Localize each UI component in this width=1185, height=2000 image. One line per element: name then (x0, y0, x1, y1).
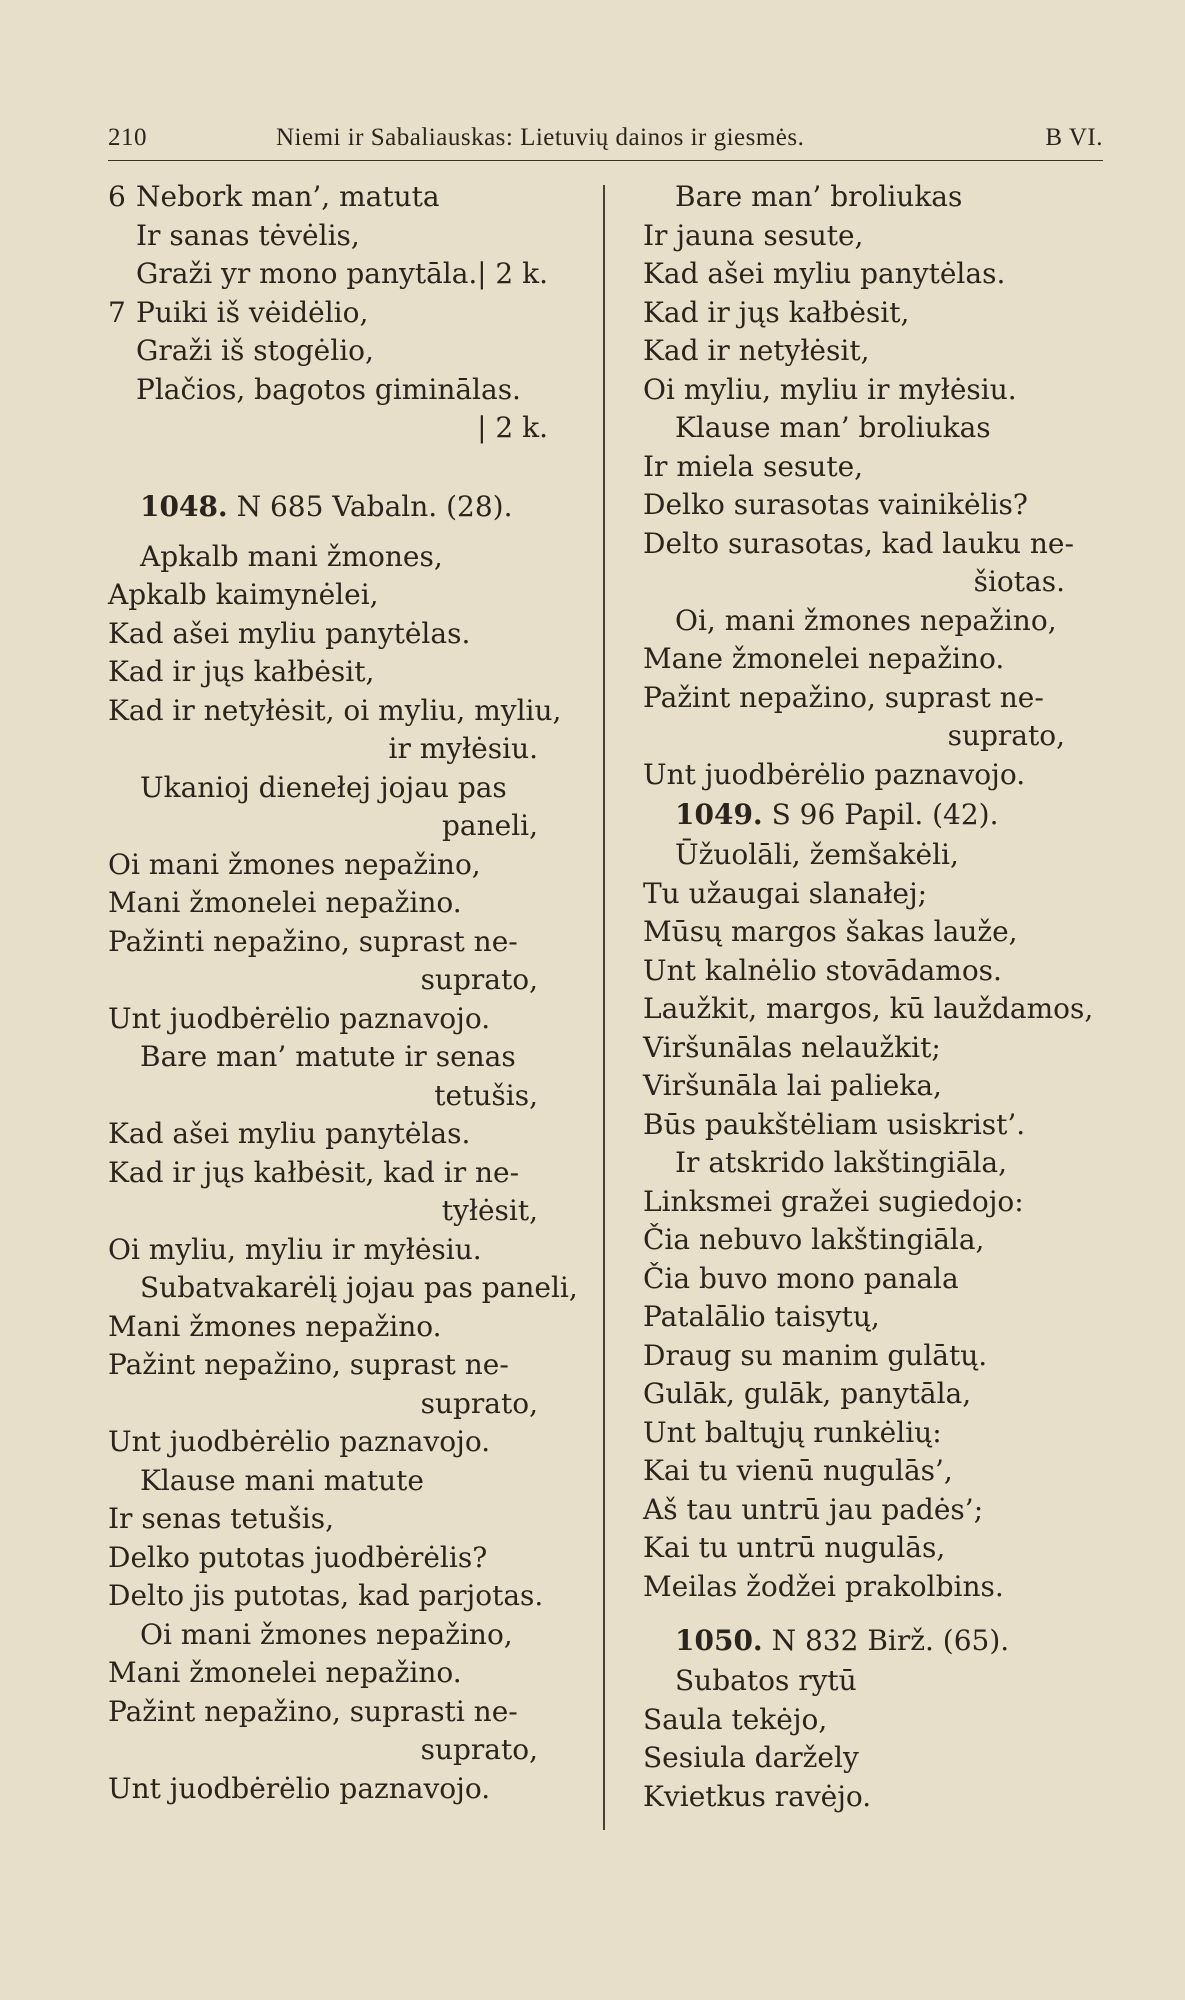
verse-line: Viršunālas nelaužkit; (643, 1030, 941, 1064)
verse-line: Oi mani žmones nepažino, (140, 1617, 513, 1651)
verse-line: paneli, (441, 809, 538, 842)
verse-line: Unt juodbėrėlio paznavojo. (108, 1771, 491, 1805)
verse-line: Ukanioj dienełej jojau pas (140, 770, 507, 804)
right-column (643, 178, 1105, 1816)
verse-line: Draug su manim gulātų. (643, 1338, 988, 1372)
verse-line: Kvietkus ravėjo. (643, 1779, 872, 1813)
verse-line: šiotas. (973, 565, 1065, 598)
column-divider (603, 185, 605, 1830)
verse-line: Ir miela sesute, (643, 449, 864, 483)
song-1050-lines (643, 1662, 1105, 1816)
verse-line: Mani žmonelei nepažino. (108, 886, 462, 919)
verse-line: Klause mani matute (140, 1463, 424, 1497)
verse-line: Subatvakarėlį jojau pas paneli, (140, 1271, 578, 1304)
song-1048-lines (108, 538, 578, 1809)
verse-line: Unt baltųjų runkėlių: (643, 1415, 942, 1449)
verse-line: Ir sanas tėvėlis, (136, 218, 360, 252)
song-source: S 96 Papil. (42). (771, 798, 999, 831)
verse-line: Kad ir netyłėsit, (643, 334, 870, 367)
verse-line: Unt juodbėrėlio paznavojo. (108, 1001, 491, 1035)
repeat-marker: | 2 k. (477, 411, 548, 444)
verse-line: Graži yr mono panytāla. | 2 k. (108, 255, 578, 294)
verse-line: Apkalb kaimynėlei, (108, 578, 379, 611)
song-heading-1049 (643, 794, 1105, 836)
verse-line: Unt juodbėrėlio paznavojo. (108, 1425, 491, 1458)
verse-number: 6 (108, 180, 126, 213)
verse-line: suprato, (420, 1386, 538, 1420)
verse-line: Patalālio taisytų, (643, 1300, 880, 1333)
song-number: 1048. (140, 489, 228, 523)
verse-line: Oi mani žmones nepažino, (108, 847, 481, 881)
verse-line: Kad ir jųs kałbėsit, (108, 655, 375, 688)
verse-line: Graži iš stogėlio, (136, 334, 374, 367)
verse-line: Kad ašei myliu panytėlas. (108, 616, 471, 650)
verse-line: Oi myliu, myliu ir myłėsiu. (643, 372, 1017, 406)
verse-line: Pažinti nepažino, suprast ne- (108, 924, 518, 958)
running-title: Niemi ir Sabaliauskas: Lietuvių dainos ir giesmės. (276, 124, 805, 151)
section-label: B VI. (1045, 124, 1103, 151)
verse-line: Laužkit, margos, kū lauždamos, (643, 992, 1094, 1025)
song-number: 1050. (675, 1624, 763, 1657)
verse-line: Subatos rytū (675, 1664, 857, 1697)
song-source: N 685 Vabaln. (28). (236, 489, 513, 523)
verse-line: Ir jauna sesute, (643, 218, 864, 252)
verse-line: Delko surasotas vainikėlis? (643, 488, 1028, 521)
left-column (108, 178, 578, 1808)
verse-line: Linksmei gražei sugiedojo: (643, 1184, 1024, 1218)
verse-line: Oi myliu, myliu ir myłėsiu. (108, 1232, 482, 1266)
verse-line: Unt juodbėrėlio paznavojo. (643, 757, 1026, 791)
verse-line: Būs paukštėliam usiskrist’. (643, 1107, 1026, 1141)
song-heading-1050 (643, 1620, 1105, 1662)
page-header (108, 118, 1103, 161)
song-heading-1048 (108, 486, 578, 528)
verse-line: Pažint nepažino, suprasti ne- (108, 1694, 518, 1728)
verse-line: 7 Puiki iš vėidėlio, (108, 294, 578, 333)
verse-line: Plačios, bagotos giminālas. (136, 372, 521, 406)
verse-line: Delto surasotas, kad lauku ne- (643, 526, 1074, 560)
verse-line: suprato, (947, 719, 1065, 752)
verse-line: Kad ir netyłėsit, oi myliu, myliu, (108, 693, 562, 727)
verse-line: Mūsų margos šakas lauže, (643, 915, 1018, 948)
verse-line: tetušis, (434, 1078, 538, 1112)
verse-line: Mani žmonelei nepažino. (108, 1656, 462, 1689)
verse-line: Delko putotas juodbėrėlis? (108, 1540, 488, 1574)
page-number: 210 (108, 124, 147, 151)
verse-line: Saula tekėjo, (643, 1702, 828, 1736)
verse-line: Mani žmones nepažino. (108, 1309, 442, 1343)
verse-line: Čia buvo mono panala (643, 1261, 959, 1295)
verse-line: Kad ašei myliu panytėlas. (108, 1117, 471, 1150)
verse-line: Kad ir jųs kałbėsit, (643, 295, 910, 329)
verse-line: Viršunāla lai palieka, (643, 1069, 942, 1102)
song-1049-lines (643, 836, 1105, 1606)
verse-line: Aš tau untrū jau padės’; (643, 1492, 984, 1526)
verse-line: Apkalb mani žmones, (140, 539, 443, 573)
continuation-lines (643, 178, 1105, 794)
verse-line: 6 Nebork man’, matuta (108, 178, 578, 217)
verse-line: Gulāk, gulāk, panytāla, (643, 1377, 972, 1410)
verse-line: Kad ašei myliu panytėlas. (643, 257, 1006, 290)
verse-line: Tu užaugai slanałej; (643, 876, 928, 910)
repeat-marker: | 2 k. (477, 257, 548, 290)
verse-line: Kai tu untrū nugulās, (643, 1531, 946, 1564)
verse-line: Sesiula daržely (643, 1741, 859, 1774)
verse-line: Oi, mani žmones nepažino, (675, 603, 1057, 637)
verse-line: Ir atskrido lakštingiāla, (675, 1146, 1007, 1179)
verse-line: Ūžuolāli, žemšakėli, (675, 838, 959, 871)
verse-line: tyłėsit, (441, 1194, 538, 1227)
verse-line: Pažint nepažino, suprast ne- (643, 680, 1044, 714)
song-number: 1049. (675, 798, 763, 831)
verse-line: Kad ir jųs kałbėsit, kad ir ne- (108, 1155, 520, 1189)
verse-line: Unt kalnėlio stovādamos. (643, 953, 1002, 987)
verse-line: Bare man’ matute ir senas (140, 1040, 516, 1073)
verse-line: Klause man’ broliukas (675, 411, 991, 444)
verse-line: Ir senas tetušis, (108, 1502, 334, 1535)
verse-line: suprato, (420, 963, 538, 996)
verse-line: Pažint nepažino, suprast ne- (108, 1348, 509, 1381)
verse-line: Meilas žodžei prakolbins. (643, 1569, 1004, 1603)
song-source: N 832 Birž. (65). (771, 1624, 1010, 1657)
verse-line: suprato, (420, 1733, 538, 1766)
verse-line: Kai tu vienū nugulās’, (643, 1454, 953, 1487)
verse-line: Čia nebuvo lakštingiāla, (643, 1223, 985, 1256)
verse-line: Bare man’ broliukas (675, 180, 963, 213)
verse-number: 7 (108, 295, 126, 329)
verse-line: Delto jis putotas, kad parjotas. (108, 1579, 544, 1612)
verse-line: Mane žmonelei nepažino. (643, 642, 1005, 675)
verse-line: ir myłėsiu. (388, 732, 538, 765)
